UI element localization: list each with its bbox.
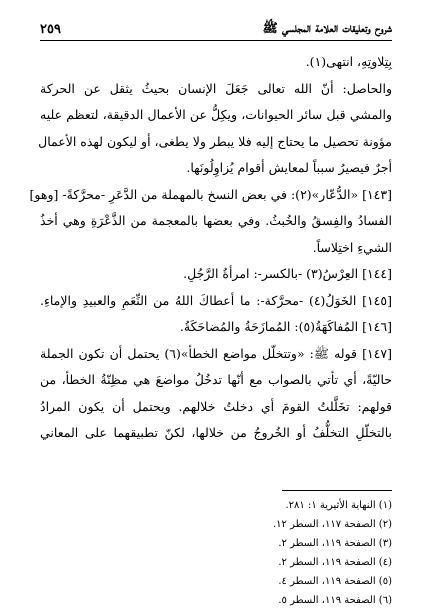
text-line: بالتخلّلِ التخلُّفُ أو الخُروجُ من خلالها، لكنّ تطبيقهما على المعاني	[40, 425, 392, 440]
footnote: (٦) الصفحة ١١٩، السطر ٥.	[278, 595, 392, 606]
text-line: [١٤٦] المُفاكَهَةُ(٥): المُمازَحَةُ والمُضاحَكَةُ.	[179, 319, 392, 334]
text-line: بِتِلاوتِهِ، انتهى(١).	[305, 54, 392, 69]
text-line: [١٤٥] الخَوَلُ(٤) -محرَّكة-: ما أعطاكَ اللهُ من النِّعَمِ والعبيدِ والإماءِ.	[40, 292, 392, 308]
text-line: أجرٌ فيصيرُ سبباً لمعايش أقوام يُزاوِلُونَها.	[186, 160, 392, 175]
text-line: حاليّةً، أي تأتي بالصواب مع أنّها تدخُلُ مواضعَ هي مظِنّةُ الخطأ، من	[40, 372, 392, 387]
header-rule	[40, 40, 392, 41]
text-line: قولهم: تخَلَّلتُ القومَ أي دخلتُ خلالهم. ويحتمل أن يكون المرادُ	[40, 398, 392, 414]
footnote: (٢) الصفحة ١١٧، السطر ١٢.	[272, 519, 392, 530]
text-line: [١٤٧] قوله ﷺ: «وتتخلّل مواضع الخطأ»(٦) يحتمل أن تكون الجملة	[40, 345, 393, 361]
footnote: (٤) الصفحة ١١٩، السطر ٢.	[278, 557, 392, 568]
page-number: ٢٥٩	[40, 21, 61, 37]
footnote-rule	[282, 490, 392, 491]
footnote: (١) النهاية الأثيرية ١: ٢٨١.	[285, 500, 392, 511]
text-line: [١٤٣] «الدُّعّار»(٢): في بعض النسخ بالمهملة من الدَّعَرِ -محرَّكةً- [وهو]	[29, 186, 392, 202]
text-line: والمشي قبل سائر الحيوانات، ويكِلُّ عن الأعمال الدقيقة، لتعظم عليه	[40, 107, 392, 122]
footnotes	[40, 496, 392, 610]
text-line: [١٤٤] العِرْسُ(٣) -بالكسر-: امرأةُ الرَّجُلِ.	[183, 266, 392, 281]
text-line: والحاصل: أنّ الله تعالى جَعَلَ الإنسان بحيثُ يثقل عن الحركة	[40, 80, 392, 96]
footnote: (٣) الصفحة ١١٩، السطر ٢.	[278, 538, 392, 549]
body-text	[29, 49, 393, 447]
footnote: (٥) الصفحة ١١٩، السطر ٤.	[278, 576, 392, 587]
running-header	[40, 18, 392, 40]
text-line: الفسادُ والفِسقُ والخُبثُ. وفي بعضها بالمعجمة من الذَّعْرَةِ وهي أخذُ	[40, 213, 392, 228]
text-line: مؤونة تحصيل ما يحتاج إليه فلا يبطر ولا يطغى، أو ليكون لهذه الأعمال	[38, 133, 392, 149]
header-title: شروح وتعليقات العلامة المجلسي ﷺ	[262, 19, 392, 35]
text-line: الشيءِ اختِلاساً.	[312, 239, 392, 255]
